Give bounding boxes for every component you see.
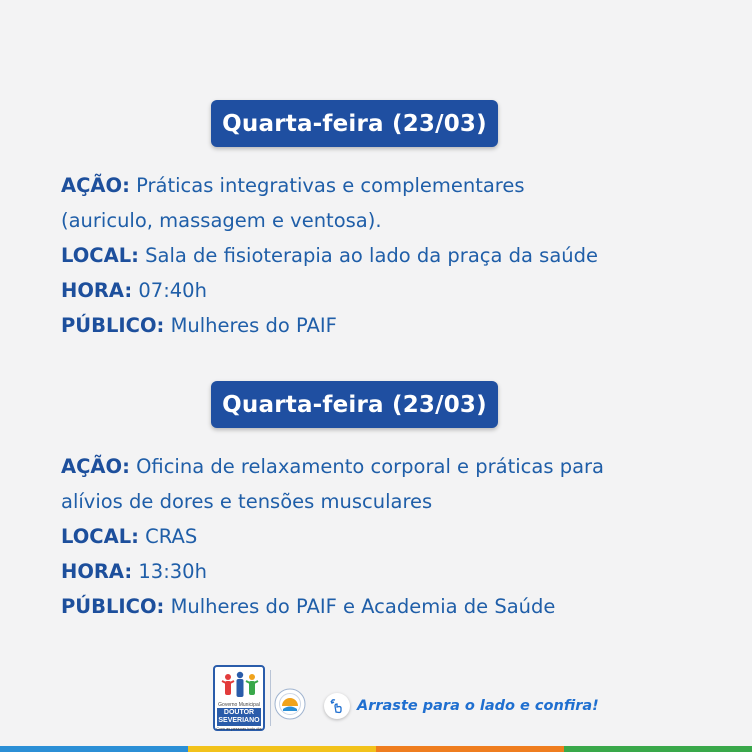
acao-label: AÇÃO: — [61, 174, 130, 197]
people-figures-icon — [220, 671, 260, 701]
hora-value: 07:40h — [138, 279, 207, 302]
section2-header: Quarta-feira (23/03) — [211, 381, 498, 428]
swipe-hand-icon — [324, 693, 350, 719]
acao-value: Práticas integrativas e complementares — [136, 174, 525, 197]
local-label: LOCAL: — [61, 244, 139, 267]
stripe-yellow — [188, 746, 376, 752]
publico-label: PÚBLICO: — [61, 595, 165, 618]
acao-value-cont: alívios de dores e tensões musculares — [61, 490, 433, 513]
acao-row-cont — [61, 203, 721, 238]
publico-label: PÚBLICO: — [61, 314, 165, 337]
section1-details — [61, 168, 721, 343]
acao-row — [61, 449, 721, 484]
local-row — [61, 238, 721, 273]
stripe-green — [564, 746, 752, 752]
logo-city-name-1: DOUTOR — [223, 709, 255, 716]
stripe-blue — [0, 746, 188, 752]
acao-row-cont — [61, 484, 721, 519]
swipe-text: Arraste para o lado e confira! — [357, 698, 599, 714]
local-row — [61, 519, 721, 554]
acao-value: Oficina de relaxamento corporal e práticas para — [136, 455, 604, 478]
section1-header: Quarta-feira (23/03) — [211, 100, 498, 147]
acao-value-cont: (auriculo, massagem e ventosa). — [61, 209, 382, 232]
hora-row — [61, 273, 721, 308]
acao-label: AÇÃO: — [61, 455, 130, 478]
publico-row — [61, 308, 721, 343]
logo-government-label: Governo Municipal — [218, 702, 260, 708]
publico-row — [61, 589, 721, 624]
hora-value: 13:30h — [138, 560, 207, 583]
municipality-logo — [213, 665, 265, 731]
publico-value: Mulheres do PAIF e Academia de Saúde — [170, 595, 556, 618]
stripe-orange — [376, 746, 564, 752]
acao-row — [61, 168, 721, 203]
footer-divider — [270, 670, 271, 726]
health-seal-icon — [274, 688, 306, 720]
hora-label: HORA: — [61, 560, 133, 583]
hora-row — [61, 554, 721, 589]
logo-slogan: Com as pessoas todo dia — [216, 726, 262, 731]
swipe-hint — [324, 692, 599, 720]
local-value: Sala de fisioterapia ao lado da praça da saúde — [145, 244, 599, 267]
hora-label: HORA: — [61, 279, 133, 302]
publico-value: Mulheres do PAIF — [170, 314, 337, 337]
logo-city-name — [217, 708, 261, 726]
logo-city-name-2: SEVERIANO — [218, 717, 260, 724]
local-value: CRAS — [145, 525, 198, 548]
section2-details — [61, 449, 721, 624]
local-label: LOCAL: — [61, 525, 139, 548]
